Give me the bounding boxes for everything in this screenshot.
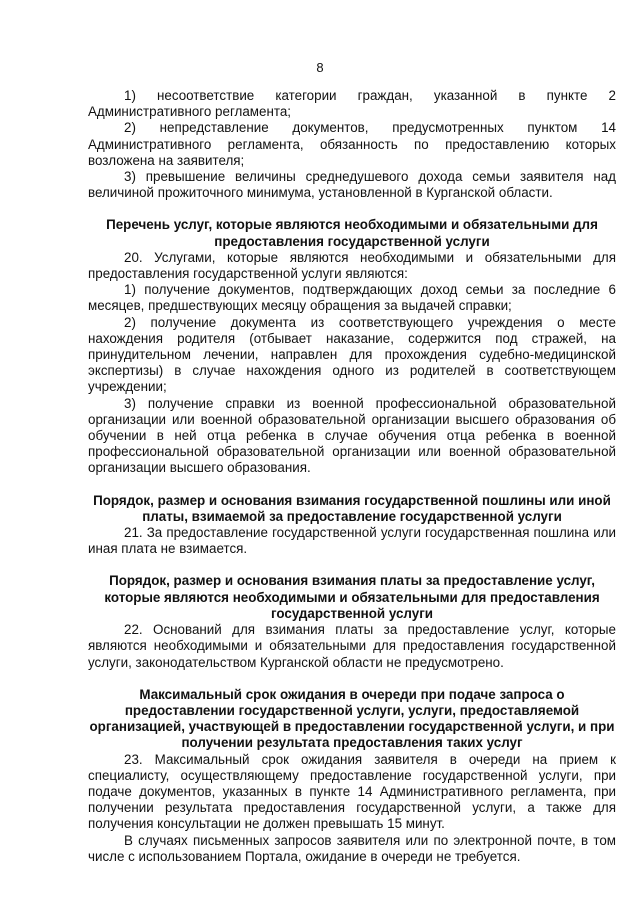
refusal-item-1: 1) несоответствие категории граждан, указанной в пункте 2 Административного регламента; [88,88,616,120]
section-heading-queue-time: Максимальный срок ожидания в очереди при подаче запроса о предоставлении государственной услуги, услуги, предоставляемой организацией, участвующей в предоставлении государственной услуги, и при получении результата предоставления таких услуг [89,686,615,751]
refusal-item-3: 3) превышение величины среднедушевого дохода семьи заявителя над величиной прожиточного минимума, установленной в Курганской области. [88,169,616,201]
required-service-item-2: 2) получение документа из соответствующего учреждения о месте нахождения родителя (отбывает наказание, содержится под стражей, на принудительном лечении, направлен для прохождения судебно-медицинской экспертизы) в случае нахождения одного из родителей в соответствующем учреждении; [88,314,616,395]
paragraph-20: 20. Услугами, которые являются необходимыми и обязательными для предоставления государственной услуги являются: [88,249,616,282]
paragraph-22: 22. Оснований для взимания платы за предоставление услуг, которые являются необходимыми и обязательными для предоставления государственной услуги, законодательством Курганской области не предусмотрено. [88,622,616,670]
paragraph-23-note: В случаях письменных запросов заявителя или по электронной почте, в том числе с использованием Портала, ожидание в очереди не требуется. [88,832,616,864]
section-heading-required-services: Перечень услуг, которые являются необходимыми и обязательными для предоставления государственной услуги [106,217,598,249]
paragraph-21: 21. За предоставление государственной услуги государственная пошлина или иная плата не взимается. [88,525,616,557]
required-service-item-1: 1) получение документов, подтверждающих доход семьи за последние 6 месяцев, предшествующих месяцу обращения за выдачей справки; [88,282,616,314]
section-heading-service-fees: Порядок, размер и основания взимания платы за предоставление услуг, которые являются необходимыми и обязательными для предоставления государственной услуги [104,573,600,621]
paragraph-23: 23. Максимальный срок ожидания заявителя в очереди на прием к специалисту, осуществляющему предоставление государственной услуги, при подаче документов, указанных в пункте 14 Административного регламента, при получении результата предоставления государственной услуги, а также для получения консультации не должен превышать 15 минут. [88,751,616,832]
page-content [88,88,616,865]
required-service-item-3: 3) получение справки из военной профессиональной образовательной организации или военной образовательной организации высшего образования об обучении в ней отца ребенка в случае обучения отца ребенка в военной профессиональной образовательной организации или военной образовательной организации высшего образования. [88,395,616,476]
refusal-item-2: 2) непредставление документов, предусмотренных пунктом 14 Административного регламента, обязанность по предоставлению которых возложена на заявителя; [88,120,616,168]
section-heading-state-fee: Порядок, размер и основания взимания государственной пошлины или иной платы, взимаемой за предоставление государственной услуги [93,492,611,524]
page-number: 8 [316,60,324,75]
